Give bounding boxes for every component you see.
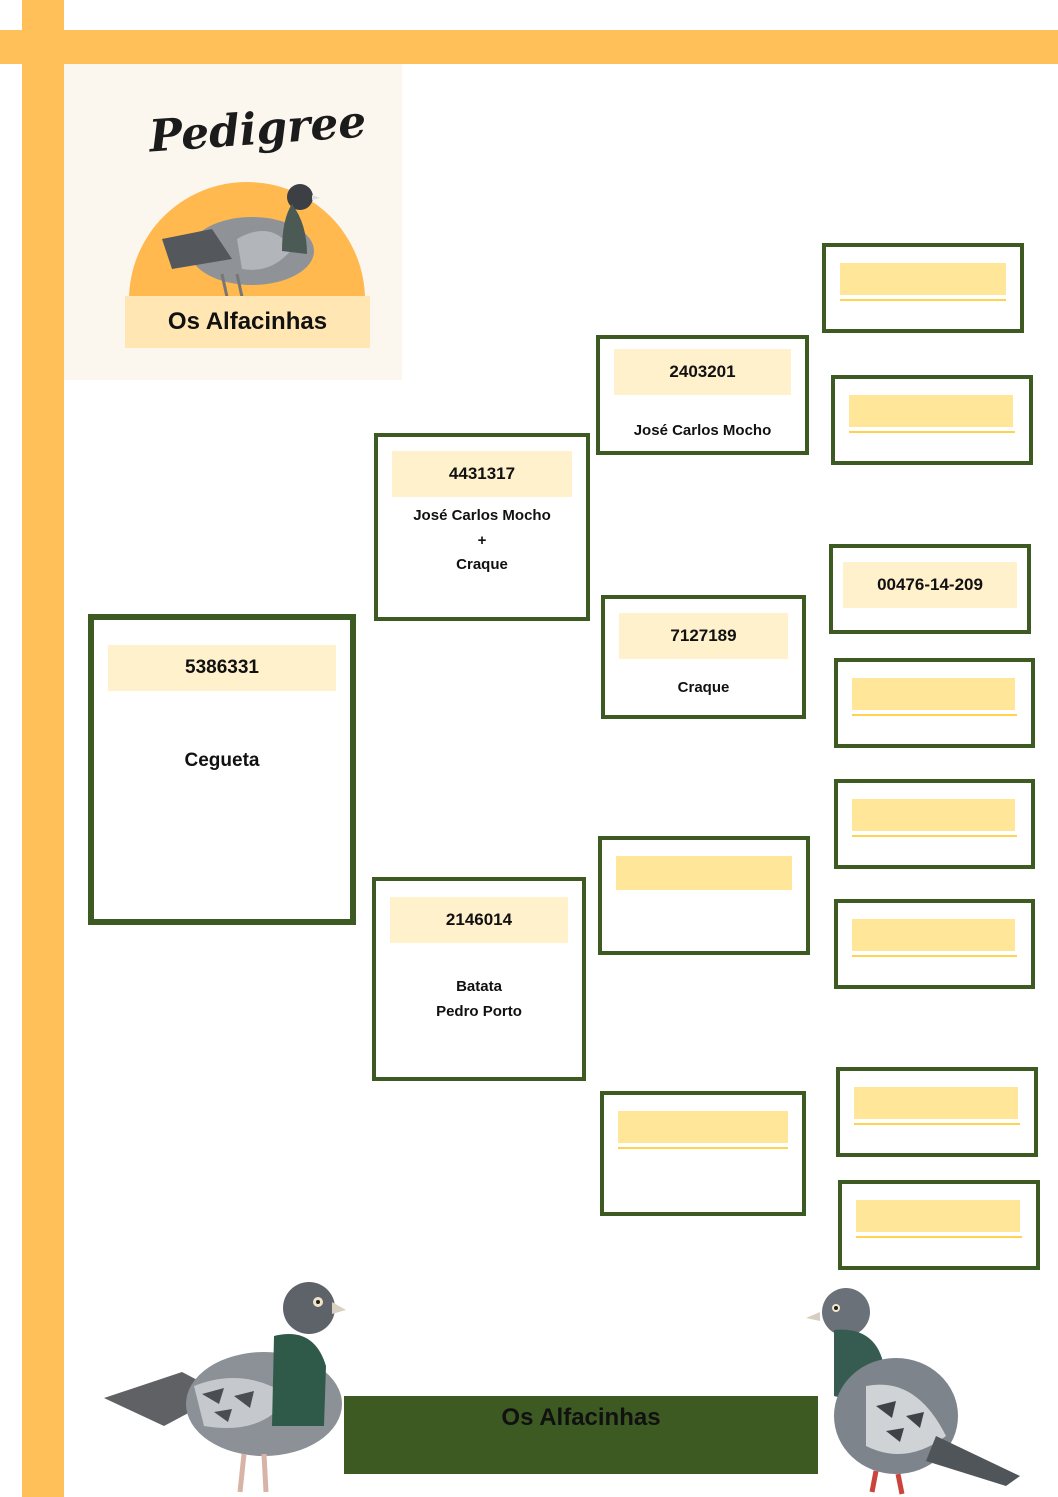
ggp-2-box — [831, 375, 1033, 465]
ggp-1-box — [822, 243, 1024, 333]
empty-slot-underline — [852, 955, 1017, 957]
dam-line2: Pedro Porto — [436, 1003, 522, 1020]
grandsire-sire-line1: José Carlos Mocho — [633, 422, 772, 439]
granddam-sire-line1: Craque — [677, 679, 730, 696]
grandsire-sire-box — [596, 335, 809, 455]
footer-title-bar: Os Alfacinhas — [344, 1396, 818, 1474]
granddam-sire-box — [601, 595, 806, 719]
empty-slot-underline — [849, 431, 1015, 433]
empty-slot-underline — [854, 1123, 1020, 1125]
ggp-3-id: 00476-14-209 — [843, 562, 1017, 608]
left-accent-bar — [22, 0, 64, 1497]
grandsire-sire-id: 2403201 — [614, 349, 791, 395]
grandsire-dam-box — [598, 836, 810, 955]
ggp-6-box — [834, 899, 1035, 989]
corner-accent — [0, 30, 64, 64]
empty-id-slot — [616, 856, 792, 890]
ggp-3-box — [829, 544, 1031, 634]
sire-line1: José Carlos Mocho — [413, 507, 551, 524]
empty-slot-underline — [618, 1147, 788, 1149]
dam-box — [372, 877, 586, 1081]
empty-id-slot — [618, 1111, 788, 1143]
empty-id-slot — [849, 395, 1013, 427]
subject-name: Cegueta — [184, 750, 260, 771]
empty-id-slot — [852, 678, 1015, 710]
empty-slot-underline — [856, 1236, 1022, 1238]
empty-id-slot — [840, 263, 1006, 295]
subject-box — [88, 614, 356, 925]
granddam-sire-id: 7127189 — [619, 613, 788, 659]
empty-id-slot — [856, 1200, 1020, 1232]
empty-id-slot — [852, 919, 1015, 951]
sire-id: 4431317 — [392, 451, 572, 497]
top-accent-bar — [0, 30, 1058, 64]
logo-pigeon-icon — [142, 179, 332, 299]
subject-id: 5386331 — [108, 645, 336, 691]
empty-slot-underline — [852, 714, 1017, 716]
sire-box — [374, 433, 590, 621]
logo-name-banner: Os Alfacinhas — [125, 296, 370, 348]
empty-slot-underline — [852, 835, 1017, 837]
granddam-dam-box — [600, 1091, 806, 1216]
ggp-7-box — [836, 1067, 1038, 1157]
logo-title: Pedigree — [147, 96, 368, 163]
left-pigeon-photo — [104, 1276, 348, 1497]
ggp-4-box — [834, 658, 1035, 748]
empty-slot-underline — [840, 299, 1006, 301]
logo-panel — [64, 64, 402, 380]
dam-line1: Batata — [456, 978, 502, 995]
ggp-5-box — [834, 779, 1035, 869]
dam-id: 2146014 — [390, 897, 568, 943]
sire-line3: Craque — [456, 556, 508, 573]
sire-line2: + — [477, 532, 487, 549]
empty-id-slot — [854, 1087, 1018, 1119]
right-pigeon-photo — [806, 1286, 1026, 1497]
empty-id-slot — [852, 799, 1015, 831]
ggp-8-box — [838, 1180, 1040, 1270]
